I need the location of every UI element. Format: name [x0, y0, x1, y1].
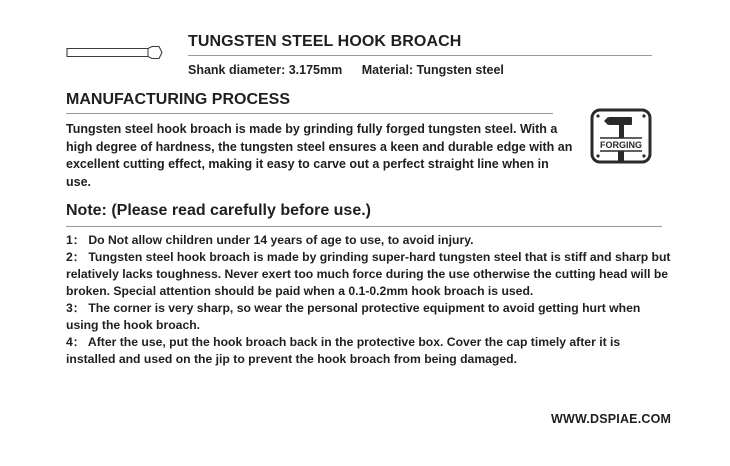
- website-url: WWW.DSPIAE.COM: [551, 412, 672, 426]
- process-divider: [66, 113, 553, 114]
- product-title: TUNGSTEN STEEL HOOK BROACH: [188, 33, 462, 50]
- note-item: 3： The corner is very sharp, so wear the personal protective equipment to avoid getting hurt when using the hook broach.: [66, 301, 641, 332]
- note-item: 4： After the use, put the hook broach back in the protective box. Cover the cap timely after it is installed and used on the jip to prevent the hook broach from being damaged.: [66, 335, 621, 366]
- note-heading: Note: (Please read carefully before use.): [66, 202, 371, 219]
- forging-badge: [590, 108, 652, 164]
- note-divider: [66, 226, 662, 227]
- hook-broach-outline-icon: [64, 44, 164, 62]
- material: Material: Tungsten steel: [361, 63, 504, 77]
- process-description: Tungsten steel hook broach is made by grinding fully forged tungsten steel. With a high degree of hardness, the tungsten steel ensures a keen and durable edge with an excellent cutting effect, making it easy to carve out a perfect straight line when in use.: [66, 122, 573, 189]
- note-item: 2： Tungsten steel hook broach is made by grinding super-hard tungsten steel that is stiff and sharp but relatively lacks toughness. Never exert too much force during the use otherwise the cutting head will be broken. Special attention should be paid when a 0.1-0.2mm hook broach is used.: [66, 250, 671, 298]
- forging-badge-label: FORGING: [600, 140, 642, 150]
- title-divider: [188, 55, 652, 56]
- product-specs: [188, 63, 504, 77]
- note-item: 1： Do Not allow children under 14 years of age to use, to avoid injury.: [66, 233, 474, 247]
- notes-list: [66, 232, 671, 368]
- process-heading: MANUFACTURING PROCESS: [66, 91, 291, 108]
- hammer-icon: [604, 117, 632, 138]
- shank-diameter: Shank diameter: 3.175mm: [188, 63, 343, 77]
